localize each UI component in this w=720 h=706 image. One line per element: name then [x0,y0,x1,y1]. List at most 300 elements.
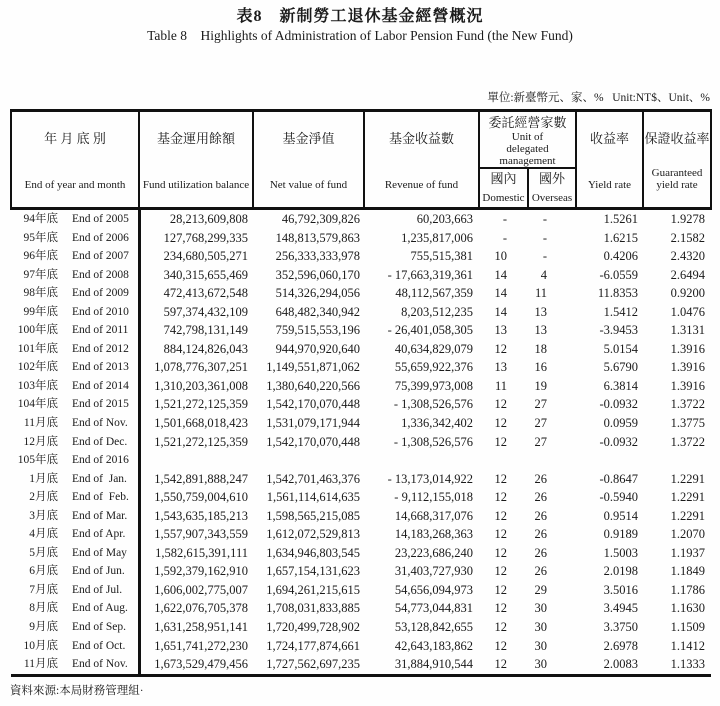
cell-revenue: 14,183,268,363 [394,527,473,542]
cell-guaranteed-yield-rate: 1.1412 [670,638,705,653]
cell-fund-utilization-balance: 234,680,505,271 [163,249,248,264]
row-label-cell [11,377,139,396]
cell-guaranteed-yield-rate: 1.1333 [670,657,705,672]
cell-guaranteed-yield-rate: 1.2291 [670,490,705,505]
row-label-en: End of 2008 [72,268,129,281]
cell-domestic-units: - [502,212,507,226]
row-label-en: End of 2015 [72,398,129,411]
cell-domestic-units: 12 [494,601,507,616]
cell-fund-utilization-balance: 742,798,131,149 [163,323,248,338]
row-label-cell [11,507,139,526]
cell-fund-utilization-balance: 1,078,776,307,251 [154,360,248,375]
cell-fund-utilization-balance: 340,315,655,469 [163,267,248,282]
table-row [11,247,711,266]
cell-revenue: 31,884,910,544 [394,657,473,672]
cell-overseas-units: 11 [534,286,547,301]
row-label-en: End of Nov. [72,417,128,430]
cell-net-value: 1,694,261,215,615 [266,582,360,597]
row-label-cell [11,340,139,359]
header-balance-zh: 基金運用餘額 [156,131,235,146]
row-label-zh: 2月底 [29,491,58,504]
cell-fund-utilization-balance: 1,521,272,125,359 [154,397,248,412]
cell-guaranteed-yield-rate: 1.3722 [670,434,705,449]
cell-fund-utilization-balance: 127,768,299,335 [163,230,248,245]
row-label-zh: 98年底 [23,287,58,300]
row-label-en: End of Mar. [72,509,128,522]
cell-guaranteed-yield-rate: 1.2291 [670,508,705,523]
table-row [11,618,711,637]
row-label-cell [11,229,139,248]
table-row [11,581,711,600]
cell-overseas-units: 4 [540,267,547,282]
cell-fund-utilization-balance: 1,673,529,479,456 [154,657,248,672]
table-row [11,414,711,433]
row-label-en: End of 2009 [72,287,129,300]
table-title-zh: 表8 新制勞工退休基金經營概況 [236,8,484,25]
row-label-cell [11,637,139,656]
cell-net-value: 1,727,562,697,235 [266,657,360,672]
row-label-zh: 99年底 [23,305,58,318]
table-row [11,209,711,229]
row-label-cell [11,358,139,377]
cell-net-value: 1,708,031,833,885 [266,601,360,616]
cell-yield-rate: 0.0959 [603,416,638,431]
cell-revenue: 755,515,381 [410,249,473,264]
row-label-cell [11,321,139,340]
table-row [11,321,711,340]
cell-fund-utilization-balance: 472,413,672,548 [163,286,248,301]
table-row [11,284,711,303]
cell-guaranteed-yield-rate: 1.3131 [670,323,705,338]
cell-yield-rate: 2.6978 [603,638,638,653]
cell-guaranteed-yield-rate: 1.3775 [670,416,705,431]
row-label-cell [11,266,139,285]
cell-revenue: 75,399,973,008 [394,378,473,393]
cell-guaranteed-yield-rate: 1.3916 [670,341,705,356]
row-label-zh: 9月底 [29,621,58,634]
row-label-cell [11,618,139,637]
cell-guaranteed-yield-rate: 1.3916 [670,378,705,393]
cell-revenue: 40,634,829,079 [394,341,473,356]
cell-net-value: 1,149,551,871,062 [266,360,360,375]
row-label-cell [11,562,139,581]
cell-net-value: 1,724,177,874,661 [266,638,360,653]
cell-domestic-units: 12 [494,620,507,635]
cell-net-value: 944,970,920,640 [275,341,360,356]
header-guaranteed-en: Guaranteed yield rate [651,167,703,191]
cell-net-value: 1,657,154,131,623 [266,564,360,579]
cell-fund-utilization-balance: 1,310,203,361,008 [154,378,248,393]
header-balance-en: Fund utilization balance [142,179,250,191]
cell-net-value: 148,813,579,863 [275,230,360,245]
cell-overseas-units: 19 [534,378,547,393]
cell-net-value: 1,634,946,803,545 [266,545,360,560]
unit-note: 單位:新臺幣元、家、% Unit:NT$、Unit、% [487,92,710,104]
table-row [11,525,711,544]
cell-revenue: 42,643,183,862 [394,638,473,653]
cell-guaranteed-yield-rate: 1.1786 [670,582,705,597]
header-delegated-en: Unit of delegated management [499,131,556,167]
cell-overseas-units: 27 [534,434,547,449]
cell-guaranteed-yield-rate: 1.1937 [670,545,705,560]
cell-net-value: 46,792,309,826 [281,212,360,226]
row-label-cell [11,525,139,544]
header-net-en: Net value of fund [269,179,348,191]
cell-yield-rate: -0.0932 [599,397,638,412]
cell-overseas-units: 26 [534,545,547,560]
row-label-zh: 101年底 [17,342,58,355]
header-net-value [253,111,364,209]
cell-revenue: 14,668,317,076 [394,508,473,523]
cell-fund-utilization-balance: 1,651,741,272,230 [154,638,248,653]
row-label-cell [11,599,139,618]
header-domestic-zh: 國內 [490,171,517,186]
row-label-en: End of Dec. [72,435,128,448]
cell-domestic-units: 12 [494,416,507,431]
cell-domestic-units: - [502,230,507,245]
cell-fund-utilization-balance: 1,622,076,705,378 [154,601,248,616]
cell-net-value: 1,531,079,171,944 [266,416,360,431]
header-revenue-en: Revenue of fund [384,179,459,191]
cell-yield-rate: 2.0083 [603,657,638,672]
table-row [11,655,711,675]
table-row [11,544,711,563]
cell-domestic-units: 12 [494,434,507,449]
row-label-cell [11,303,139,322]
row-label-en: End of Feb. [72,491,129,504]
table-row [11,562,711,581]
cell-revenue: 31,403,727,930 [394,564,473,579]
row-label-cell [11,544,139,563]
cell-net-value: 1,612,072,529,813 [266,527,360,542]
cell-domestic-units: 11 [494,378,507,393]
header-revenue [364,111,479,209]
cell-yield-rate: 3.3750 [603,620,638,635]
table-row [11,470,711,489]
cell-guaranteed-yield-rate: 2.1582 [670,230,705,245]
cell-yield-rate: 0.9514 [603,508,638,523]
cell-fund-utilization-balance: 1,550,759,004,610 [154,490,248,505]
row-label-zh: 105年底 [17,454,58,467]
cell-overseas-units: 29 [534,582,547,597]
cell-net-value: 759,515,553,196 [275,323,360,338]
table-row [11,451,711,470]
cell-yield-rate: 1.5003 [603,545,638,560]
cell-guaranteed-yield-rate: 1.9278 [670,212,705,226]
table-row [11,303,711,322]
row-label-cell [11,433,139,452]
cell-net-value [253,451,364,470]
cell-overseas-units: 27 [534,397,547,412]
cell-overseas-units: 26 [534,490,547,505]
cell-yield-rate: -0.5940 [599,490,638,505]
cell-revenue: - 1,308,526,576 [393,397,473,412]
row-label-cell [11,581,139,600]
cell-guaranteed-yield-rate: 1.1509 [670,620,705,635]
cell-fund-utilization-balance: 28,213,609,808 [169,212,248,226]
cell-guaranteed-yield-rate: 0.9200 [670,286,705,301]
table-row [11,488,711,507]
cell-yield-rate: 3.5016 [603,582,638,597]
cell-yield-rate: -6.0559 [599,267,638,282]
cell-domestic-units: 13 [494,360,507,375]
cell-overseas-units: 30 [534,601,547,616]
cell-domestic-units: 13 [494,323,507,338]
row-label-en: End of Jun. [72,565,125,578]
cell-fund-utilization-balance: 884,124,826,043 [163,341,248,356]
row-label-en: End of 2013 [72,361,129,374]
cell-fund-utilization-balance: 597,374,432,109 [163,304,248,319]
header-guaranteed-zh: 保證收益率 [644,131,710,146]
cell-revenue: - 17,663,319,361 [387,267,473,282]
cell-revenue: - 13,173,014,922 [387,471,473,486]
row-label-en: End of 2011 [72,324,129,337]
cell-net-value: 514,326,294,056 [275,286,360,301]
cell-revenue: 23,223,686,240 [394,545,473,560]
row-label-en: End of Aug. [72,602,128,615]
cell-net-value: 1,542,170,070,448 [266,397,360,412]
row-label-cell [11,414,139,433]
row-label-en: End of Oct. [72,639,126,652]
cell-fund-utilization-balance: 1,631,258,951,141 [154,620,248,635]
table-row [11,266,711,285]
header-yield-rate [576,111,643,209]
row-label-zh: 96年底 [23,250,58,263]
row-label-zh: 6月底 [29,565,58,578]
cell-guaranteed-yield-rate: 1.3722 [670,397,705,412]
row-label-zh: 4月底 [29,528,58,541]
cell-revenue [364,451,479,470]
table-title-en: Table 8 Highlights of Administration of Labor Pension Fund (the New Fund) [147,28,573,43]
row-label-zh: 3月底 [29,509,58,522]
row-label-en: End of Jan. [72,472,127,485]
cell-net-value: 256,333,333,978 [275,249,360,264]
row-label-zh: 1月底 [29,472,58,485]
cell-fund-utilization-balance: 1,521,272,125,359 [154,434,248,449]
cell-overseas-units: 26 [534,471,547,486]
cell-yield-rate: 1.5412 [603,304,638,319]
row-label-cell [11,284,139,303]
header-delegated-zh: 委託經營家數 [488,115,567,130]
row-label-en: End of 2005 [72,213,129,225]
cell-revenue: 54,656,094,973 [394,582,473,597]
cell-overseas-units: 26 [534,508,547,523]
row-label-zh: 97年底 [23,268,58,281]
cell-domestic-units: 12 [494,545,507,560]
cell-yield-rate: 6.3814 [603,378,638,393]
cell-guaranteed-yield-rate: 2.6494 [670,267,705,282]
header-net-zh: 基金淨值 [282,131,335,146]
row-label-en: End of 2007 [72,250,129,263]
cell-guaranteed-yield-rate [643,451,711,470]
table-header [11,111,711,209]
cell-overseas-units: 30 [534,620,547,635]
header-overseas-en: Overseas [531,192,573,204]
row-label-zh: 102年底 [17,361,58,374]
cell-revenue: 60,203,663 [416,212,473,226]
cell-guaranteed-yield-rate: 1.1849 [670,564,705,579]
cell-domestic-units: 12 [494,341,507,356]
table-row [11,358,711,377]
cell-overseas-units: 13 [534,304,547,319]
cell-yield-rate: 0.4206 [603,249,638,264]
cell-net-value: 1,542,701,463,376 [266,471,360,486]
cell-net-value: 352,596,060,170 [275,267,360,282]
cell-domestic-units: 12 [494,638,507,653]
table-row [11,395,711,414]
row-label-en: End of 2014 [72,379,129,392]
cell-fund-utilization-balance: 1,501,668,018,423 [154,416,248,431]
cell-net-value: 1,542,170,070,448 [266,434,360,449]
row-label-zh: 10月底 [23,639,58,652]
row-label-zh: 12月底 [23,435,58,448]
cell-fund-utilization-balance: 1,582,615,391,111 [155,545,248,560]
cell-revenue: - 9,112,155,018 [394,490,473,505]
cell-net-value: 1,598,565,215,085 [266,508,360,523]
row-label-en: End of 2012 [72,342,129,355]
header-date [11,111,139,209]
row-label-zh: 94年底 [23,213,58,225]
table-row [11,637,711,656]
cell-guaranteed-yield-rate: 1.2070 [670,527,705,542]
cell-guaranteed-yield-rate: 2.4320 [670,249,705,264]
source-note: 資料來源:本局財務管理組· [10,684,144,697]
row-label-cell [11,655,139,675]
cell-yield-rate: 1.6215 [603,230,638,245]
header-date-zh: 年 月 底 別 [44,131,106,146]
table-row [11,229,711,248]
cell-net-value: 1,380,640,220,566 [266,378,360,393]
row-label-en: End of May [72,546,127,559]
row-label-zh: 11月底 [23,417,58,430]
cell-net-value: 1,561,114,614,635 [266,490,360,505]
row-label-cell [11,209,139,229]
cell-fund-utilization-balance: 1,557,907,343,559 [154,527,248,542]
row-label-cell [11,247,139,266]
row-label-en: End of 2006 [72,231,129,244]
cell-net-value: 1,720,499,728,902 [266,620,360,635]
cell-domestic-units [479,451,528,470]
cell-yield-rate [576,451,643,470]
row-label-zh: 5月底 [29,546,58,559]
header-yield-zh: 收益率 [589,131,629,146]
row-label-en: End of Sep. [72,621,126,634]
cell-net-value: 648,482,340,942 [275,304,360,319]
cell-yield-rate: -0.0932 [599,434,638,449]
cell-fund-utilization-balance: 1,543,635,185,213 [154,508,248,523]
cell-overseas-units: 26 [534,527,547,542]
header-revenue-zh: 基金收益數 [388,131,454,146]
cell-overseas-units: 30 [534,638,547,653]
document-page [0,7,720,698]
cell-revenue: - 1,308,526,576 [393,434,473,449]
cell-revenue: 54,773,044,831 [394,601,473,616]
cell-overseas-units: - [542,230,547,245]
table-row [11,507,711,526]
cell-revenue: 1,235,817,006 [401,230,473,245]
cell-overseas-units: - [542,212,547,226]
header-date-en: End of year and month [24,179,126,191]
cell-yield-rate: -0.8647 [599,471,638,486]
cell-yield-rate: 5.0154 [603,341,638,356]
row-label-cell [11,470,139,489]
cell-guaranteed-yield-rate: 1.0476 [670,304,705,319]
row-label-zh: 104年底 [17,398,58,411]
row-label-zh: 7月底 [29,583,58,596]
cell-overseas-units: 30 [534,657,547,672]
row-label-cell [11,488,139,507]
cell-yield-rate: -3.9453 [599,323,638,338]
header-delegated-management [479,111,576,169]
cell-domestic-units: 14 [494,286,507,301]
row-label-cell [11,395,139,414]
header-overseas [528,168,576,209]
cell-domestic-units: 14 [494,267,507,282]
cell-yield-rate: 11.8353 [597,286,638,301]
row-label-en: End of 2010 [72,305,129,318]
cell-revenue: 53,128,842,655 [394,620,473,635]
cell-fund-utilization-balance: 1,592,379,162,910 [154,564,248,579]
table-row [11,340,711,359]
row-label-zh: 100年底 [17,324,58,337]
row-label-zh: 95年底 [23,231,58,244]
cell-revenue: 1,336,342,402 [401,416,473,431]
header-guaranteed-yield-rate [643,111,711,209]
cell-domestic-units: 12 [494,527,507,542]
cell-yield-rate: 3.4945 [603,601,638,616]
table-row [11,377,711,396]
cell-overseas-units: 26 [534,564,547,579]
cell-yield-rate: 1.5261 [603,212,638,226]
pension-fund-table [10,109,712,677]
header-yield-en: Yield rate [587,179,632,191]
cell-guaranteed-yield-rate: 1.2291 [670,471,705,486]
cell-domestic-units: 12 [494,582,507,597]
row-label-zh: 8月底 [29,602,58,615]
cell-overseas-units: 13 [534,323,547,338]
cell-domestic-units: 12 [494,564,507,579]
cell-domestic-units: 12 [494,397,507,412]
cell-overseas-units: - [542,249,547,264]
cell-overseas-units [528,451,576,470]
row-label-zh: 11月底 [23,658,58,671]
cell-guaranteed-yield-rate: 1.1630 [670,601,705,616]
table-body [11,209,711,676]
cell-domestic-units: 12 [494,508,507,523]
header-fund-utilization-balance [139,111,253,209]
header-domestic-en: Domestic [482,192,525,204]
row-label-zh: 103年底 [17,379,58,392]
cell-fund-utilization-balance: 1,606,002,775,007 [154,582,248,597]
cell-domestic-units: 10 [494,249,507,264]
cell-overseas-units: 27 [534,416,547,431]
row-label-en: End of 2016 [72,454,129,467]
table-row [11,599,711,618]
row-label-en: End of Apr. [72,528,126,541]
table-row [11,433,711,452]
cell-fund-utilization-balance [139,451,253,470]
cell-domestic-units: 14 [494,304,507,319]
cell-domestic-units: 12 [494,657,507,672]
cell-domestic-units: 12 [494,471,507,486]
cell-revenue: 55,659,922,376 [394,360,473,375]
cell-guaranteed-yield-rate: 1.3916 [670,360,705,375]
cell-revenue: 8,203,512,235 [401,304,473,319]
cell-yield-rate: 0.9189 [603,527,638,542]
header-overseas-zh: 國外 [538,171,565,186]
cell-overseas-units: 16 [534,360,547,375]
cell-fund-utilization-balance: 1,542,891,888,247 [154,471,248,486]
